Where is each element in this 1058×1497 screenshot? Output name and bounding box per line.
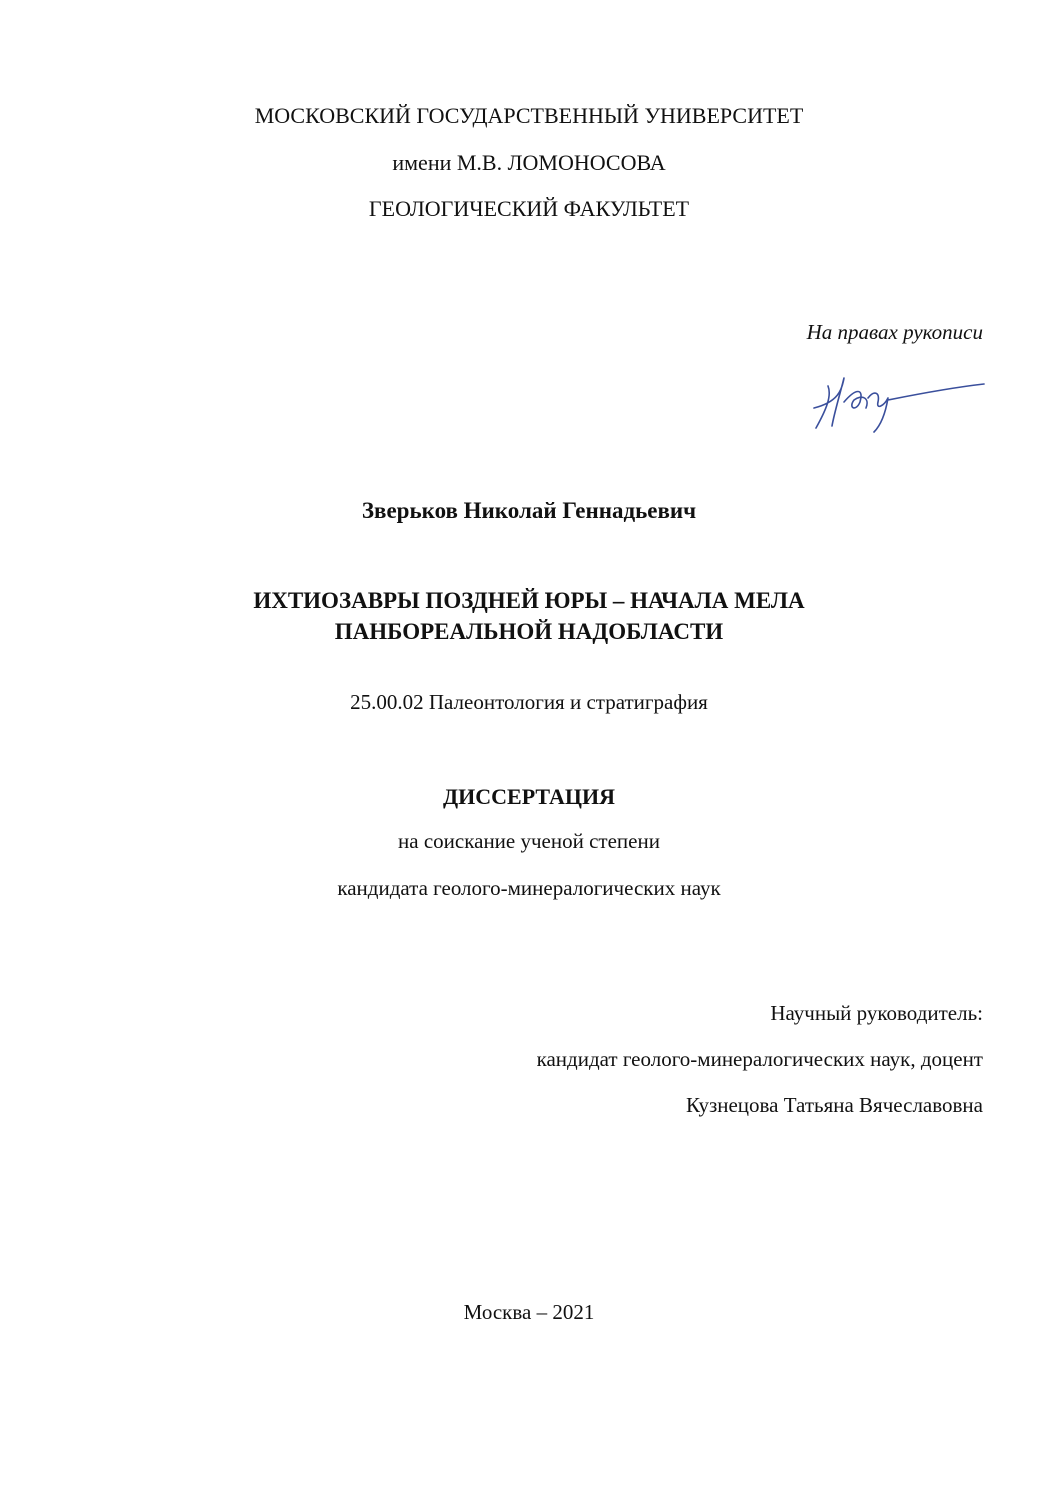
manuscript-note: На правах рукописи xyxy=(806,320,983,344)
specialty: 25.00.02 Палеонтология и стратиграфия xyxy=(350,690,708,714)
supervisor-title: кандидат геолого-минералогических наук, доцент xyxy=(536,1047,983,1071)
named-after: имени М.В. ЛОМОНОСОВА xyxy=(392,150,666,175)
document-type: ДИССЕРТАЦИЯ xyxy=(443,784,615,809)
degree-line2: кандидата геолого-минералогических наук xyxy=(337,876,721,900)
supervisor-name: Кузнецова Татьяна Вячеславовна xyxy=(686,1093,983,1117)
dissertation-title-line2: ПАНБОРЕАЛЬНОЙ НАДОБЛАСТИ xyxy=(334,619,724,644)
dissertation-title-line1: ИХТИОЗАВРЫ ПОЗДНЕЙ ЮРЫ – НАЧАЛА МЕЛА xyxy=(253,588,805,613)
supervisor-label: Научный руководитель: xyxy=(770,1001,983,1025)
degree-line1: на соискание ученой степени xyxy=(398,829,660,853)
signature-icon xyxy=(808,368,988,438)
faculty-name: ГЕОЛОГИЧЕСКИЙ ФАКУЛЬТЕТ xyxy=(368,196,690,221)
place-year: Москва – 2021 xyxy=(463,1300,595,1324)
author-name: Зверьков Николай Геннадьевич xyxy=(361,498,697,523)
university-name: МОСКОВСКИЙ ГОСУДАРСТВЕННЫЙ УНИВЕРСИТЕТ xyxy=(254,103,804,128)
